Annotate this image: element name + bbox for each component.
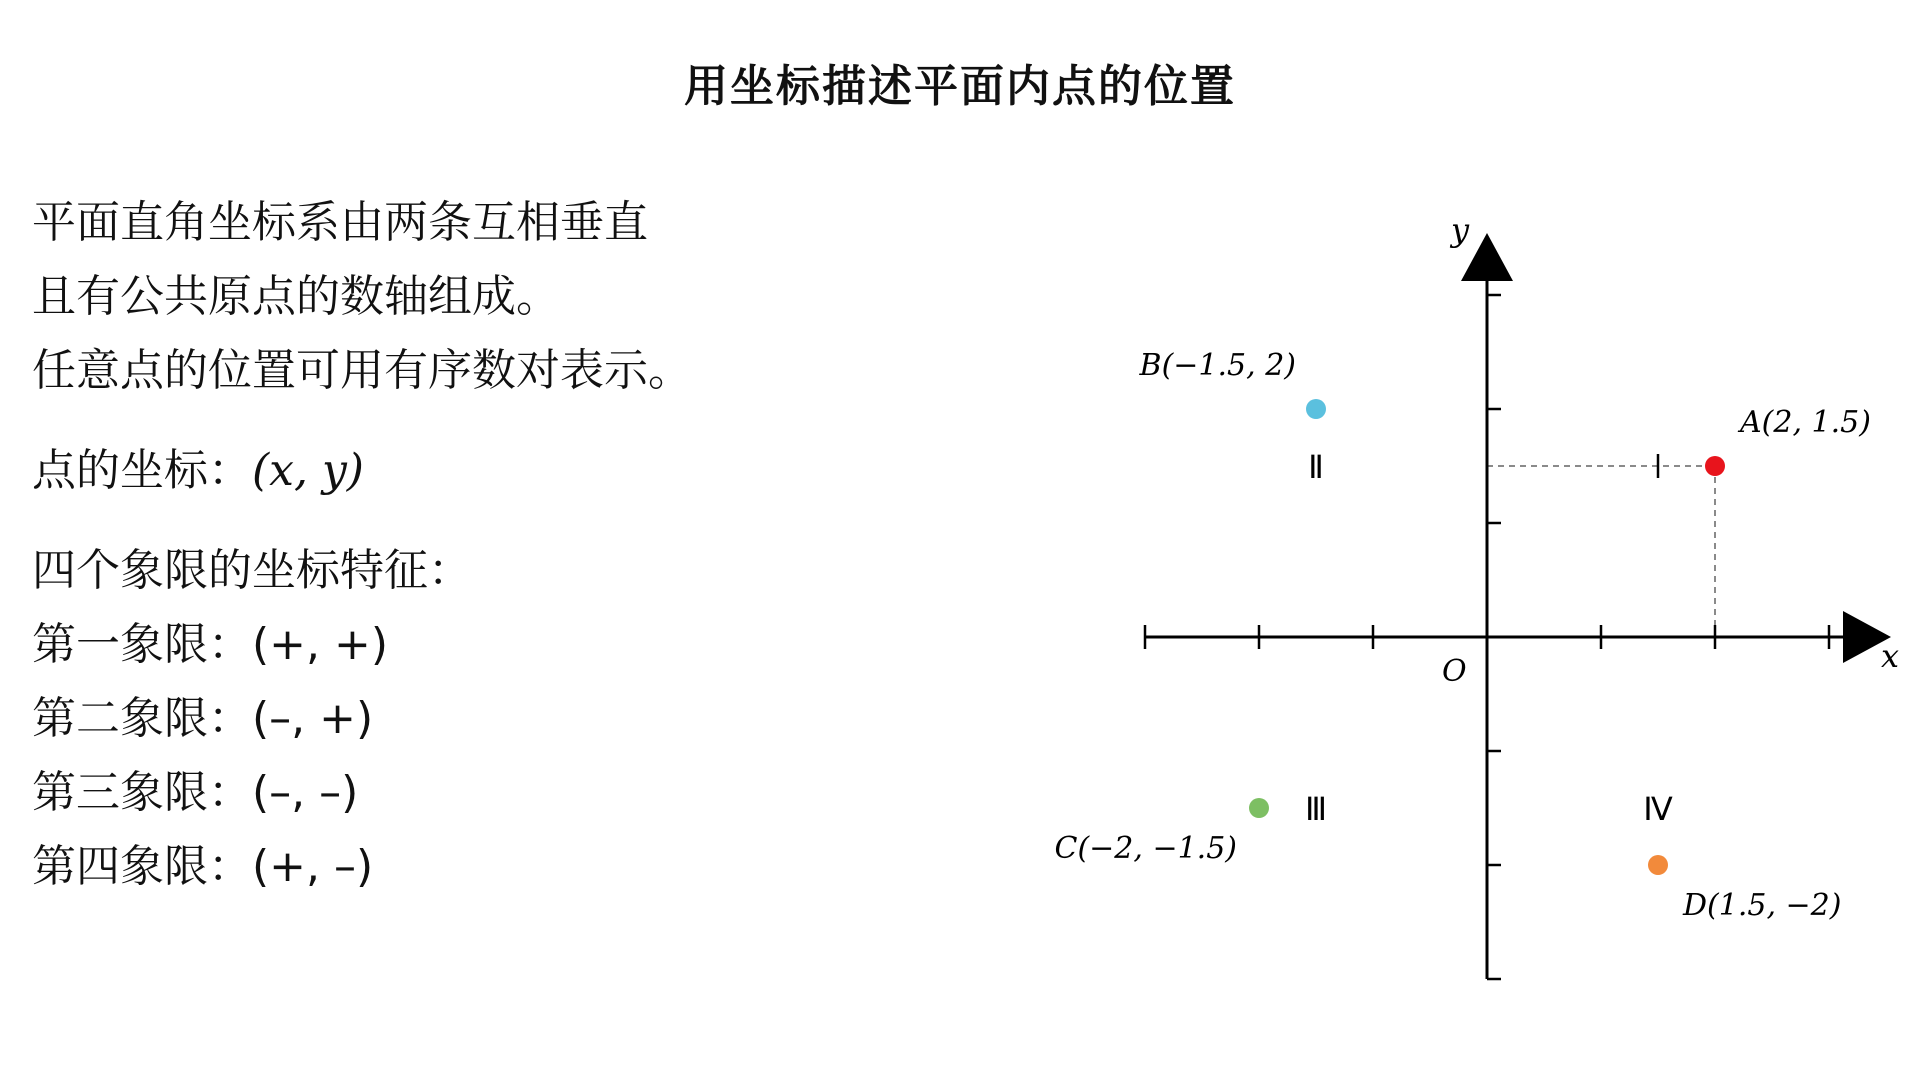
quadrant-rule-2: 第二象限：(–, +): [32, 693, 374, 744]
point-label-a: A(2, 1.5): [1740, 405, 1871, 440]
intro-line-2: 且有公共原点的数轴组成。: [32, 271, 560, 322]
point-label-b: B(−1.5, 2): [1139, 348, 1296, 383]
quadrant-heading: 四个象限的坐标特征：: [32, 545, 472, 596]
quadrant-rule-1: 第一象限：(+, +): [32, 619, 389, 670]
quadrant-label: Ⅱ: [1308, 448, 1324, 486]
coordinate-label: 点的坐标：: [32, 445, 252, 496]
page-title: 用坐标描述平面内点的位置: [684, 61, 1236, 112]
quadrant-rule-3: 第三象限：(–, –): [32, 767, 359, 818]
coordinate-notation: (x, y): [252, 445, 364, 496]
point-label-c: C(−2, −1.5): [1054, 831, 1237, 866]
point-label-d: D(1.5, −2): [1683, 888, 1842, 923]
point-b: [1306, 399, 1326, 419]
point-d: [1648, 855, 1668, 875]
quadrant-label: Ⅳ: [1643, 790, 1673, 828]
origin-label: O: [1442, 654, 1467, 689]
intro-line-1: 平面直角坐标系由两条互相垂直: [32, 197, 648, 248]
intro-line-3: 任意点的位置可用有序数对表示。: [32, 345, 692, 396]
x-axis-label: x: [1881, 637, 1900, 675]
quadrant-label: Ⅲ: [1304, 790, 1328, 828]
point-a: [1705, 456, 1725, 476]
quadrant-rule-4: 第四象限：(+, –): [32, 841, 374, 892]
y-axis-label: y: [1451, 211, 1470, 249]
point-c: [1249, 798, 1269, 818]
